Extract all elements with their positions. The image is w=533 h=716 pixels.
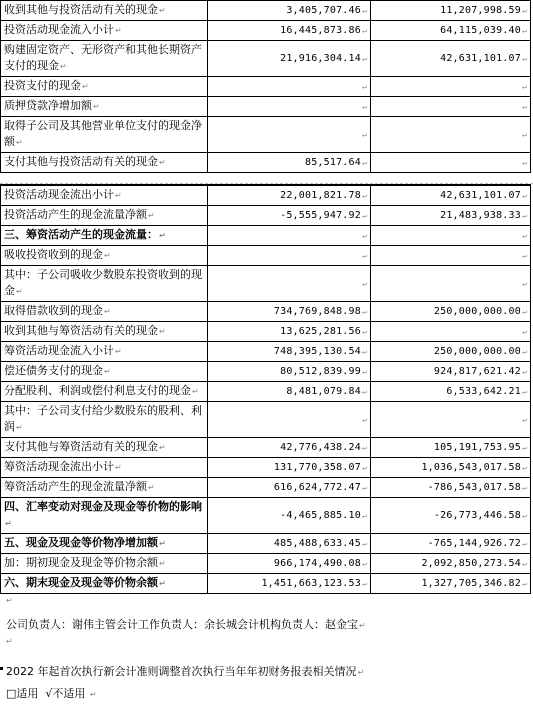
row-label-text: 支付其他与筹资活动有关的现金: [4, 440, 158, 453]
paragraph-mark: ↵: [521, 157, 527, 167]
current-period-value: [208, 185, 371, 206]
paragraph-mark: ↵: [104, 367, 111, 376]
amount-text: 21,916,304.14: [280, 52, 361, 64]
current-period-value: [208, 382, 371, 402]
paragraph-mark: ↵: [521, 129, 527, 139]
paragraph-mark: ↵: [361, 414, 367, 424]
paragraph-mark: ↵: [361, 558, 367, 568]
current-period-value: [208, 574, 371, 594]
paragraph-mark: ↵: [521, 442, 527, 452]
row-label: [1, 554, 208, 574]
paragraph-mark: ↵: [115, 191, 122, 200]
row-label: [1, 117, 208, 153]
signers-line: [0, 616, 533, 635]
paragraph-mark: ↵: [361, 129, 367, 139]
row-label-text: 取得子公司及其他营业单位支付的现金净额: [4, 119, 202, 148]
paragraph-mark: ↵: [148, 483, 155, 492]
current-period-value: [208, 266, 371, 302]
paragraph-mark: ↵: [521, 53, 527, 63]
prior-period-value: [371, 77, 531, 97]
paragraph-mark: ↵: [361, 306, 367, 316]
table-row: [1, 302, 531, 322]
paragraph-mark: ↵: [16, 423, 23, 432]
amount-text: 64,115,039.40: [440, 24, 521, 36]
signers-text: 公司负责人：谢伟主管会计工作负责人：余长城会计机构负责人：赵金宝: [6, 618, 358, 631]
table-row: [1, 266, 531, 302]
paragraph-mark: ↵: [521, 558, 527, 568]
paragraph-mark: ↵: [521, 482, 527, 492]
amount-text: -26,773,446.58: [433, 509, 521, 521]
prior-period-value: [371, 246, 531, 266]
amount-text: 485,488,633.45: [273, 537, 361, 549]
amount-text: 1,036,543,017.58: [421, 461, 521, 473]
current-period-value: [208, 246, 371, 266]
prior-period-value: [371, 117, 531, 153]
amount-text: 748,395,130.54: [273, 345, 361, 357]
current-period-value: [208, 478, 371, 498]
table-row: [1, 402, 531, 438]
prior-period-value: [371, 302, 531, 322]
amount-text: -765,144,926.72: [427, 537, 521, 549]
paragraph-mark: ↵: [521, 306, 527, 316]
paragraph-mark: ↵: [359, 621, 366, 630]
amount-text: 11,207,998.59: [440, 4, 521, 16]
row-label-text: 取得借款收到的现金: [4, 304, 103, 317]
row-label: [1, 322, 208, 342]
current-period-value: [208, 554, 371, 574]
current-period-value: [208, 342, 371, 362]
current-period-value: [208, 117, 371, 153]
paragraph-mark: ↵: [521, 5, 527, 15]
table-row: [1, 458, 531, 478]
current-period-value: [208, 226, 371, 246]
row-label-text: 筹资活动现金流出小计: [4, 460, 114, 473]
bullet-icon: [0, 667, 3, 670]
row-label: [1, 498, 208, 534]
amount-text: 966,174,490.08: [273, 557, 361, 569]
paragraph-mark: ↵: [89, 690, 97, 699]
table-row: [1, 438, 531, 458]
prior-period-value: [371, 554, 531, 574]
row-label-text: 偿还债务支付的现金: [4, 364, 103, 377]
prior-period-value: [371, 322, 531, 342]
prior-period-value: [371, 266, 531, 302]
table-row: [1, 534, 531, 554]
amount-text: 42,631,101.07: [440, 189, 521, 201]
table-row: [1, 322, 531, 342]
prior-period-value: [371, 1, 531, 21]
paragraph-mark: ↵: [361, 5, 367, 15]
amount-text: 131,770,358.07: [273, 461, 361, 473]
prior-period-value: [371, 41, 531, 77]
row-label-text: 收到其他与投资活动有关的现金: [4, 3, 158, 16]
table-row: [1, 97, 531, 117]
paragraph-mark: ↵: [159, 231, 166, 240]
amount-text: -786,543,017.58: [427, 481, 521, 493]
row-label: [1, 21, 208, 41]
paragraph-mark: ↵: [361, 510, 367, 520]
prior-period-value: [371, 458, 531, 478]
row-label: [1, 438, 208, 458]
paragraph-mark: ↵: [357, 668, 365, 677]
paragraph-mark: ↵: [361, 25, 367, 35]
paragraph-mark: ↵: [521, 386, 527, 396]
row-label: [1, 185, 208, 206]
amount-text: 924,817,621.42: [433, 365, 521, 377]
prior-period-value: [371, 382, 531, 402]
paragraph-mark: ↵: [361, 190, 367, 200]
table-row: [1, 478, 531, 498]
paragraph-mark: ↵: [5, 519, 12, 528]
current-period-value: [208, 206, 371, 226]
amount-text: 16,445,873.86: [280, 24, 361, 36]
row-label: [1, 362, 208, 382]
section-heading: [0, 663, 533, 679]
row-label-text: 质押贷款净增加额: [4, 99, 92, 112]
paragraph-mark: ↵: [361, 326, 367, 336]
prior-period-value: [371, 438, 531, 458]
row-label-text: 四、汇率变动对现金及现金等价物的影响: [4, 500, 202, 513]
current-period-value: [208, 1, 371, 21]
amount-text: 42,776,438.24: [280, 441, 361, 453]
amount-text: 105,191,753.95: [433, 441, 521, 453]
table-row: [1, 226, 531, 246]
paragraph-mark: ↵: [6, 637, 13, 646]
row-label-text: 支付其他与投资活动有关的现金: [4, 155, 158, 168]
row-label-text: 投资支付的现金: [4, 79, 81, 92]
paragraph-mark: ↵: [361, 210, 367, 220]
paragraph-mark: ↵: [115, 463, 122, 472]
unchecked-box-icon: □: [6, 687, 17, 700]
row-label: [1, 206, 208, 226]
table-row: [1, 554, 531, 574]
paragraph-mark: ↵: [159, 327, 166, 336]
amount-text: -5,555,947.92: [280, 209, 361, 221]
paragraph-mark: ↵: [6, 596, 13, 605]
row-label: [1, 458, 208, 478]
paragraph-mark: ↵: [521, 210, 527, 220]
prior-period-value: [371, 534, 531, 554]
current-period-value: [208, 322, 371, 342]
amount-text: 6,533,642.21: [446, 385, 521, 397]
table-row: [1, 153, 531, 173]
row-label-text: 收到其他与筹资活动有关的现金: [4, 324, 158, 337]
prior-period-value: [371, 362, 531, 382]
prior-period-value: [371, 342, 531, 362]
table-row: [1, 498, 531, 534]
prior-period-value: [371, 185, 531, 206]
table-row: [1, 77, 531, 97]
amount-text: 80,512,839.99: [280, 365, 361, 377]
table-row: [1, 185, 531, 206]
table-row: [1, 1, 531, 21]
row-label: [1, 266, 208, 302]
row-label: [1, 41, 208, 77]
paragraph-mark: ↵: [115, 26, 122, 35]
amount-text: 1,451,663,123.53: [261, 577, 361, 589]
row-label: [1, 478, 208, 498]
paragraph-mark: ↵: [521, 25, 527, 35]
paragraph-mark: ↵: [159, 6, 166, 15]
paragraph-mark: ↵: [361, 346, 367, 356]
paragraph-mark: ↵: [521, 230, 527, 240]
current-period-value: [208, 41, 371, 77]
table-row: [1, 382, 531, 402]
paragraph-mark: ↵: [361, 578, 367, 588]
amount-text: 22,001,821.78: [280, 189, 361, 201]
paragraph-mark: ↵: [361, 157, 367, 167]
current-period-value: [208, 402, 371, 438]
row-label-text: 购建固定资产、无形资产和其他长期资产支付的现金: [4, 43, 202, 72]
prior-period-value: [371, 153, 531, 173]
amount-text: 13,625,281.56: [280, 325, 361, 337]
page-break: [0, 173, 533, 184]
paragraph-mark: ↵: [361, 366, 367, 376]
paragraph-mark: ↵: [361, 462, 367, 472]
prior-period-value: [371, 226, 531, 246]
current-period-value: [208, 21, 371, 41]
row-label-text: 投资活动现金流入小计: [4, 23, 114, 36]
paragraph-mark: ↵: [159, 559, 166, 568]
paragraph-mark: ↵: [521, 326, 527, 336]
row-label-text: 六、期末现金及现金等价物余额: [4, 576, 158, 589]
paragraph-mark: ↵: [361, 101, 367, 111]
paragraph-mark: ↵: [361, 386, 367, 396]
table-row: [1, 342, 531, 362]
cash-flow-table-part2: [0, 184, 531, 594]
row-label-text: 吸收投资收到的现金: [4, 248, 103, 261]
paragraph-mark: ↵: [159, 539, 166, 548]
paragraph-mark: ↵: [148, 211, 155, 220]
table-row: [1, 21, 531, 41]
paragraph-mark: ↵: [93, 102, 100, 111]
prior-period-value: [371, 97, 531, 117]
amount-text: 616,624,772.47: [273, 481, 361, 493]
table-body-part2: [1, 185, 531, 594]
current-period-value: [208, 534, 371, 554]
prior-period-value: [371, 402, 531, 438]
amount-text: 3,405,707.46: [286, 4, 361, 16]
prior-period-value: [371, 478, 531, 498]
paragraph-mark: ↵: [361, 538, 367, 548]
current-period-value: [208, 302, 371, 322]
table-row: [1, 117, 531, 153]
section-heading-text: 2022 年起首次执行新会计准则调整首次执行当年年初财务报表相关情况: [6, 665, 357, 678]
not-applicable-label: 不适用: [52, 687, 86, 700]
amount-text: 1,327,705,346.82: [421, 577, 521, 589]
row-label-text: 筹资活动产生的现金流量净额: [4, 480, 147, 493]
paragraph-mark: ↵: [521, 250, 527, 260]
row-label-text: 筹资活动现金流入小计: [4, 344, 114, 357]
table-row: [1, 246, 531, 266]
row-label: [1, 574, 208, 594]
paragraph-mark: ↵: [521, 278, 527, 288]
row-label: [1, 534, 208, 554]
paragraph-mark: ↵: [521, 414, 527, 424]
paragraph-mark: ↵: [361, 230, 367, 240]
row-label: [1, 246, 208, 266]
paragraph-mark: ↵: [159, 158, 166, 167]
current-period-value: [208, 153, 371, 173]
paragraph-mark: ↵: [192, 387, 199, 396]
paragraph-mark: ↵: [115, 347, 122, 356]
row-label-text: 五、现金及现金等价物净增加额: [4, 536, 158, 549]
row-label: [1, 97, 208, 117]
current-period-value: [208, 362, 371, 382]
row-label: [1, 77, 208, 97]
paragraph-mark: ↵: [521, 510, 527, 520]
paragraph-mark: ↵: [521, 81, 527, 91]
paragraph-mark: ↵: [361, 482, 367, 492]
current-period-value: [208, 498, 371, 534]
prior-period-value: [371, 574, 531, 594]
row-label: [1, 402, 208, 438]
paragraph-mark: ↵: [16, 287, 23, 296]
amount-text: 21,483,938.33: [440, 209, 521, 221]
cash-flow-table-part1: [0, 0, 531, 173]
prior-period-value: [371, 21, 531, 41]
paragraph-mark: ↵: [60, 62, 67, 71]
applicability-choice: [0, 685, 533, 701]
row-label-text: 加：期初现金及现金等价物余额: [4, 556, 158, 569]
paragraph-mark: ↵: [159, 443, 166, 452]
amount-text: 85,517.64: [304, 156, 361, 168]
paragraph-mark: ↵: [361, 53, 367, 63]
check-mark-icon: √: [45, 687, 53, 700]
paragraph-mark: ↵: [521, 346, 527, 356]
paragraph-mark: ↵: [361, 442, 367, 452]
amount-text: 250,000,000.00: [433, 305, 521, 317]
paragraph-mark: ↵: [521, 462, 527, 472]
current-period-value: [208, 438, 371, 458]
table-body-part1: [1, 1, 531, 173]
row-label-text: 分配股利、利润或偿付利息支付的现金: [4, 384, 191, 397]
paragraph-mark: ↵: [104, 307, 111, 316]
paragraph-mark: ↵: [521, 190, 527, 200]
paragraph-mark: ↵: [16, 138, 23, 147]
row-label-text: 投资活动产生的现金流量净额: [4, 208, 147, 221]
amount-text: 2,092,850,273.54: [421, 557, 521, 569]
current-period-value: [208, 77, 371, 97]
table-row: [1, 41, 531, 77]
row-label: [1, 153, 208, 173]
row-label: [1, 1, 208, 21]
table-row: [1, 574, 531, 594]
table-row: [1, 362, 531, 382]
table-row: [1, 206, 531, 226]
paragraph-mark: ↵: [361, 81, 367, 91]
paragraph-mark: ↵: [521, 578, 527, 588]
amount-text: 42,631,101.07: [440, 52, 521, 64]
current-period-value: [208, 97, 371, 117]
amount-text: 8,481,079.84: [286, 385, 361, 397]
paragraph-mark: ↵: [521, 101, 527, 111]
prior-period-value: [371, 498, 531, 534]
paragraph-mark: ↵: [361, 250, 367, 260]
row-label: [1, 302, 208, 322]
paragraph-mark: ↵: [159, 579, 166, 588]
amount-text: 734,769,848.98: [273, 305, 361, 317]
row-label: [1, 342, 208, 362]
current-period-value: [208, 458, 371, 478]
row-label-text: 其中：子公司支付给少数股东的股利、利润: [4, 404, 202, 433]
row-label-text: 其中：子公司吸收少数股东投资收到的现金: [4, 268, 202, 297]
paragraph-mark: ↵: [82, 82, 89, 91]
paragraph-mark: ↵: [361, 278, 367, 288]
row-label-text: 投资活动现金流出小计: [4, 188, 114, 201]
amount-text: -4,465,885.10: [280, 509, 361, 521]
row-label: [1, 382, 208, 402]
amount-text: 250,000,000.00: [433, 345, 521, 357]
paragraph-mark: ↵: [104, 251, 111, 260]
applicable-label: 适用: [16, 687, 39, 700]
prior-period-value: [371, 206, 531, 226]
paragraph-mark: ↵: [521, 366, 527, 376]
row-label-text: 三、筹资活动产生的现金流量：: [4, 228, 158, 241]
row-label: [1, 226, 208, 246]
paragraph-mark: ↵: [521, 538, 527, 548]
